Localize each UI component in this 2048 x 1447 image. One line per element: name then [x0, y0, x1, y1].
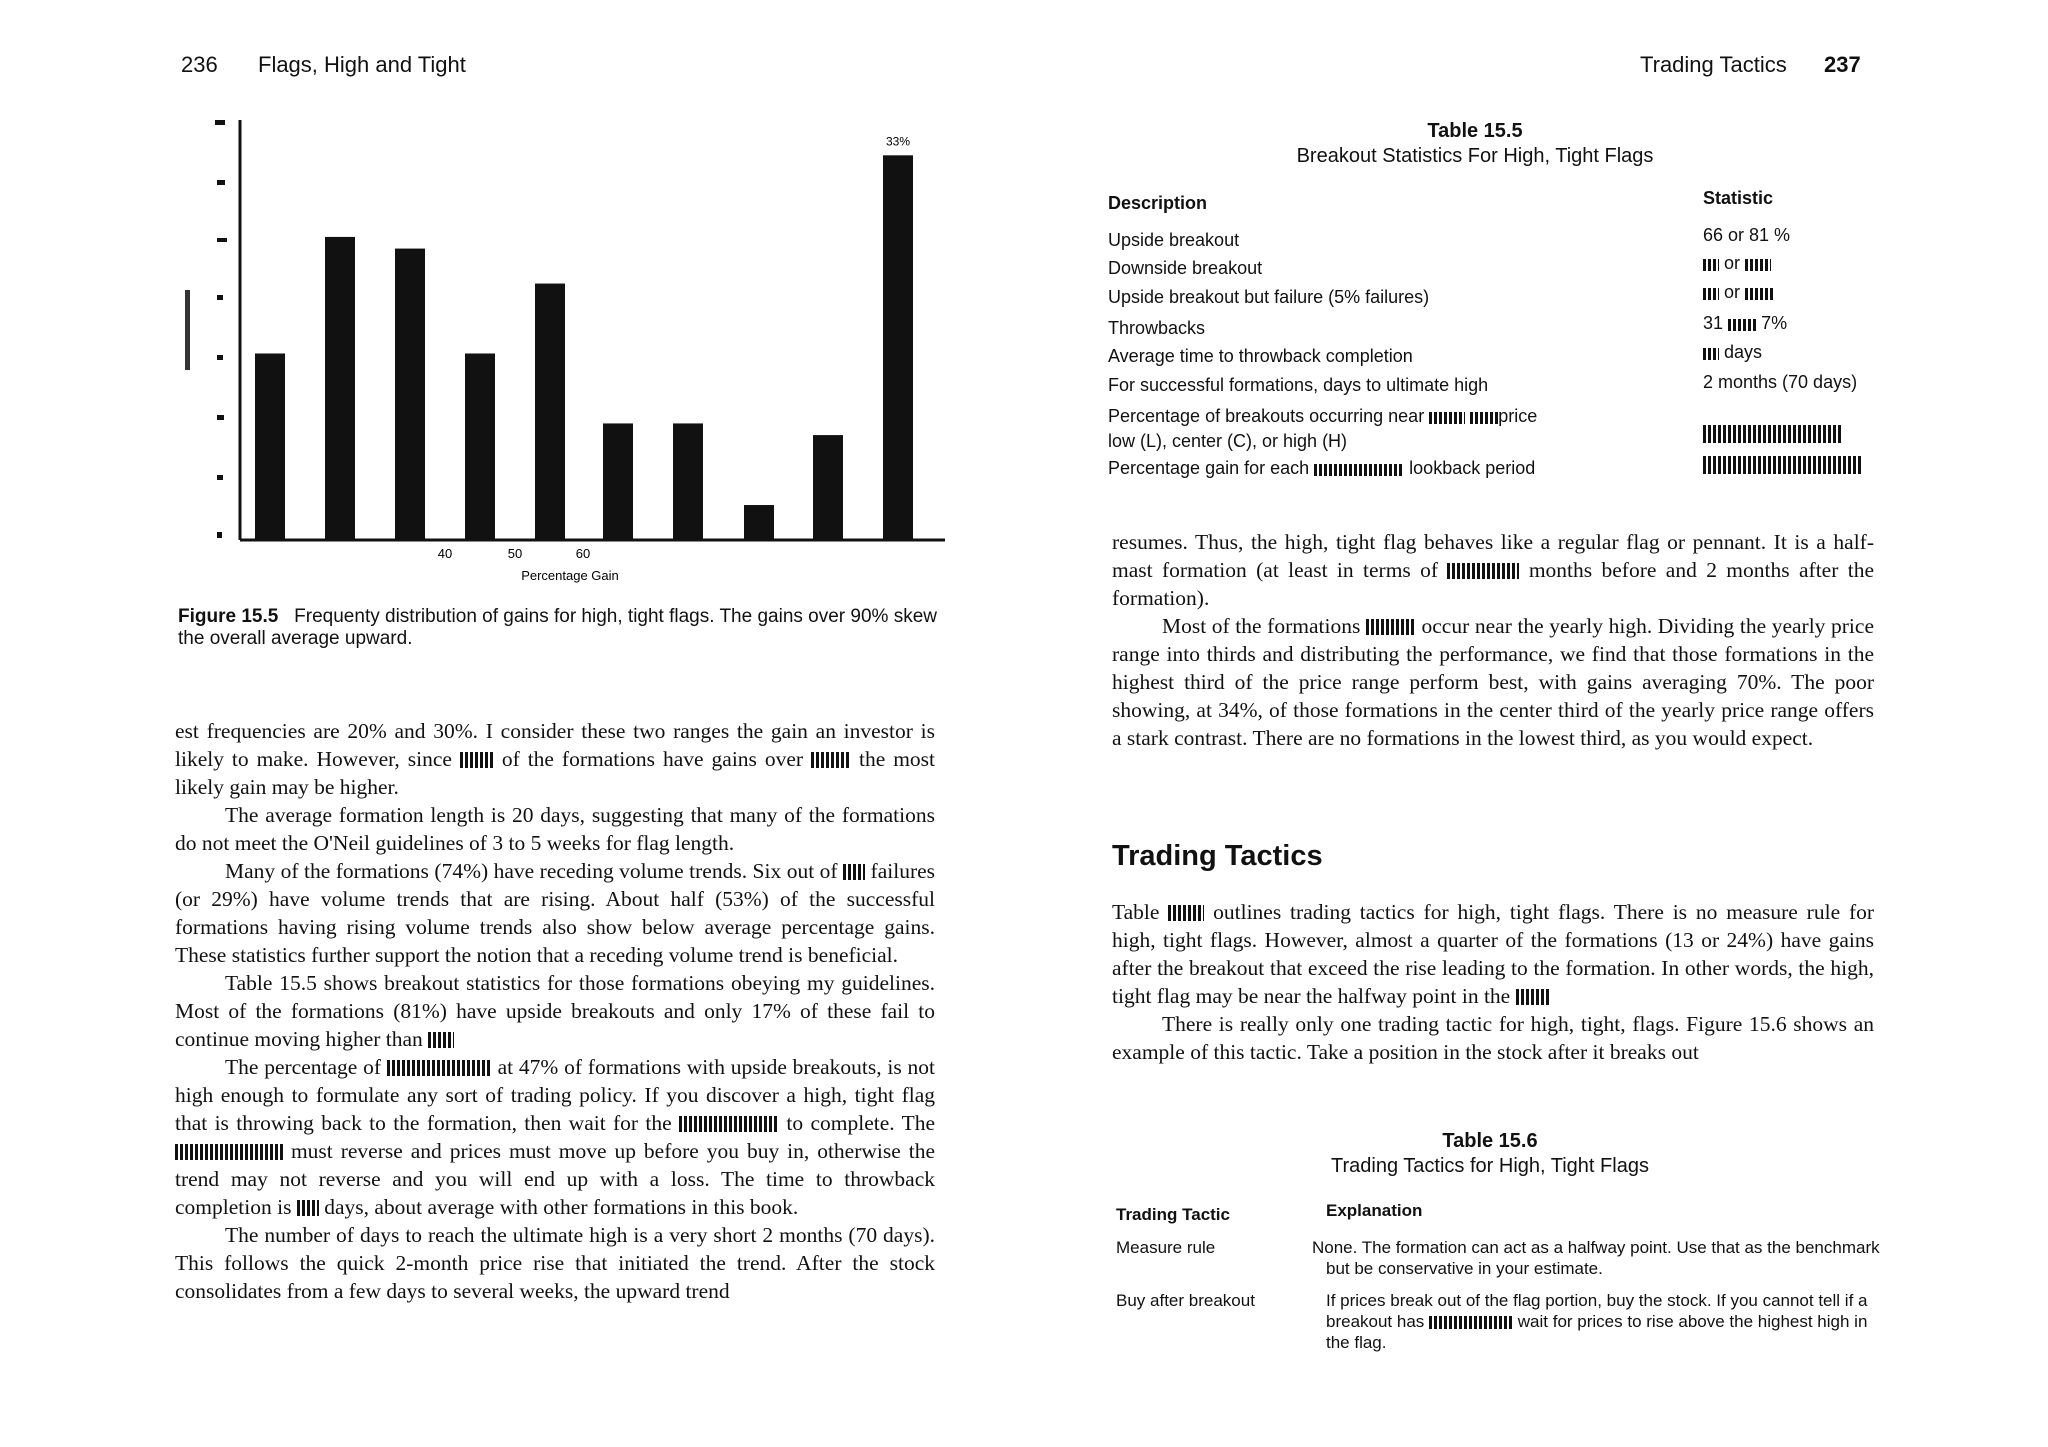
table-row-description: For successful formations, days to ultimate high — [1108, 375, 1489, 395]
table-cell-text: or — [1724, 253, 1741, 273]
table-row-statistic — [1703, 253, 1771, 274]
x-tick-label: 60 — [575, 546, 591, 561]
table-15-6-title: Trading Tactics for High, Tight Flags — [1331, 1155, 1649, 1177]
table-row-description: Upside breakout — [1108, 230, 1240, 250]
smudged-word — [1470, 412, 1498, 424]
table-15-5-heading — [1270, 120, 1680, 168]
table-row-description — [1108, 458, 1535, 479]
table-row-statistic: 66 or 81 % — [1703, 225, 1791, 245]
smudged-number — [1703, 259, 1719, 271]
left-p2: The average formation length is 20 days, suggesting that many of the formations do not meet the O'Neil guidelines of 3 to 5 weeks for flag length. — [175, 803, 935, 855]
smudged-number — [1745, 259, 1771, 271]
chart-bar — [325, 237, 355, 540]
smudged-word — [1516, 989, 1550, 1005]
col-header-trading-tactic: Trading Tactic — [1116, 1205, 1230, 1224]
figure-caption — [178, 606, 948, 650]
y-axis-smudge-marks — [185, 120, 227, 538]
smudged-number — [1703, 456, 1863, 474]
table-15-5-label: Table 15.5 — [1427, 120, 1523, 142]
left-p6: The number of days to reach the ultimate high is a very short 2 months (70 days). This follows the quick 2-month price rise that initiated the trend. After the stock consolidates from a few days to several weeks, the upward trend — [175, 1223, 935, 1303]
smudged-number — [843, 864, 865, 880]
col-header-description: Description — [1108, 193, 1208, 213]
table-cell-text: 31 — [1703, 313, 1724, 333]
table-row-tactic: Buy after breakout — [1116, 1291, 1255, 1310]
gain-frequency-chart — [175, 110, 955, 600]
smudged-number — [811, 752, 851, 768]
table-cell-text: days — [1724, 342, 1763, 362]
table-cell-text: lookback period — [1409, 458, 1536, 478]
left-p1-a: est frequencies are 20% and 30%. I consider these two ranges the gain an investor is likely to make. However, since — [175, 719, 935, 771]
smudged-word — [679, 1116, 779, 1132]
table-row-statistic — [1703, 313, 1787, 334]
table-row-tactic: Measure rule — [1116, 1238, 1216, 1257]
right-p1-a: resumes. Thus, the high, tight flag behaves like a regular flag or pennant. It is a half-mast formation (at least in terms of — [1112, 530, 1874, 582]
table-cell-text: or — [1724, 282, 1741, 302]
left-body-text — [175, 717, 935, 1305]
left-running-head: Flags, High and Tight — [258, 52, 466, 77]
bar-data-label: 33% — [885, 134, 911, 149]
left-page-number: 236 — [181, 52, 218, 77]
table-row-explanation: None. The formation can act as a halfway point. Use that as the benchmark but be conservative in your estimate. — [1312, 1238, 1880, 1278]
smudged-number — [460, 752, 494, 768]
right-p2-b: occur near the yearly high. Dividing the yearly price range into thirds and distributing the performance, we find that those formations in the highest third of the price range perform best, with gains averaging 70%. The poor showing, at 34%, of those formations in the center third of the yearly price range offers a stark contrast. There are no formations in the lowest third, as you would expect. — [1112, 614, 1874, 750]
right-running-head: Trading Tactics — [1640, 52, 1787, 77]
chart-bar — [395, 249, 425, 540]
smudged-number — [428, 1032, 454, 1048]
table-15-5-title: Breakout Statistics For High, Tight Flags — [1296, 145, 1654, 167]
left-p5-c: to complete. The — [786, 1111, 936, 1135]
smudged-number — [1728, 319, 1756, 331]
right-p3-a: Table — [1112, 900, 1160, 924]
col-header-explanation: Explanation — [1326, 1201, 1423, 1220]
smudged-word — [1429, 1316, 1513, 1329]
smudged-number — [1366, 619, 1416, 635]
table-cell-text: Percentage of breakouts occurring near — [1108, 406, 1425, 426]
smudged-number — [1745, 288, 1773, 300]
table-row-description — [1108, 404, 1537, 454]
left-p3-b: failures (or 29%) have volume trends that are rising. About half (53%) of the successful formations having rising volume trends also show below average percentage gains. These statistics further support the notion that a receding volume trend is beneficial. — [175, 859, 936, 967]
smudged-number — [1703, 348, 1719, 360]
table-15-6-heading — [1290, 1130, 1690, 1178]
chart-bar — [603, 423, 633, 540]
right-p1-b: months before and 2 months after the formation). — [1112, 558, 1875, 610]
x-tick-label: 50 — [507, 546, 523, 561]
table-row-description: Downside breakout — [1108, 258, 1263, 278]
table-row-description: Upside breakout but failure (5% failures) — [1108, 287, 1430, 307]
smudged-number — [1168, 905, 1204, 921]
left-p1-c: the most likely gain may be higher. — [175, 747, 936, 799]
left-p1-b: of the formations have gains over — [501, 747, 804, 771]
left-p5-e: days, about average with other formations in this book. — [324, 1195, 799, 1219]
table-15-6-label: Table 15.6 — [1442, 1130, 1538, 1152]
table-row-statistic — [1703, 425, 1843, 446]
table-cell-text: price — [1498, 406, 1538, 426]
chart-bar — [255, 353, 285, 540]
table-cell-text: Percentage gain for each — [1108, 458, 1310, 478]
left-p4-a: Table 15.5 shows breakout statistics for those formations obeying my guidelines. Most of the formations (81%) have upside breakouts and only 17% of these fail to continue moving higher than — [175, 971, 935, 1051]
chart-bar — [673, 423, 703, 540]
section-heading: Trading Tactics — [1112, 840, 1323, 872]
col-header-statistic: Statistic — [1703, 188, 1774, 208]
chart-bar — [883, 155, 913, 540]
right-p4: There is really only one trading tactic for high, tight, flags. Figure 15.6 shows an example of this tactic. Take a position in the stock after it breaks out — [1112, 1012, 1874, 1064]
smudged-word — [1429, 412, 1465, 424]
smudged-number — [1703, 425, 1843, 443]
table-cell-text: wait for prices to rise above the highest high in the flag. — [1326, 1312, 1868, 1352]
right-p3-b: outlines trading tactics for high, tight flags. There is no measure rule for high, tight flags. However, almost a quarter of the formations (13 or 24%) have gains after the breakout that exceed the rise leading to the formation. In other words, the high, tight flag may be near the halfway point in the — [1112, 900, 1875, 1008]
smudged-number — [1447, 563, 1519, 579]
table-row-statistic — [1703, 342, 1762, 363]
chart-bar — [535, 284, 565, 540]
figure-caption-text: Frequenty distribution of gains for high, tight flags. The gains over 90% skew the overall average upward. — [178, 606, 938, 649]
table-row-explanation — [1326, 1290, 1886, 1353]
figure-caption-label: Figure 15.5 — [178, 606, 279, 627]
ticks-layer — [438, 546, 590, 561]
right-page-number: 237 — [1824, 52, 1861, 77]
bars-layer — [255, 134, 913, 540]
smudged-word — [175, 1144, 283, 1160]
chart-bar — [744, 505, 774, 540]
table-cell-text: low (L), center (C), or high (H) — [1108, 431, 1348, 451]
table-row-statistic: 2 months (70 days) — [1703, 372, 1858, 392]
table-row-statistic — [1703, 282, 1773, 303]
x-axis-label: Percentage Gain — [521, 568, 619, 583]
left-p5-a: The percentage of — [225, 1055, 382, 1079]
right-p2-a: Most of the formations — [1162, 614, 1361, 638]
left-p5-d: must reverse and prices must move up before you buy in, otherwise the trend may not reverse and you will end up with a loss. The time to throwback completion is — [175, 1139, 935, 1219]
chart-bar — [465, 353, 495, 540]
x-tick-label: 40 — [437, 546, 453, 561]
table-cell-text: 7% — [1761, 313, 1788, 333]
table-cell-text: If prices break out of the flag portion, buy the stock. If you cannot tell if a breakout has — [1326, 1291, 1868, 1331]
right-body-text-top — [1112, 528, 1874, 752]
smudged-word — [387, 1060, 492, 1076]
table-row-description: Throwbacks — [1108, 318, 1206, 338]
smudged-number — [1703, 288, 1719, 300]
smudged-word — [1314, 464, 1404, 476]
left-p3-a: Many of the formations (74%) have receding volume trends. Six out of — [225, 859, 838, 883]
table-row-statistic — [1703, 456, 1863, 477]
smudged-number — [297, 1200, 319, 1216]
right-body-text-bottom — [1112, 898, 1874, 1066]
table-row-description: Average time to throwback completion — [1108, 346, 1413, 366]
chart-bar — [813, 435, 843, 540]
left-p5-b: at 47% of formations with upside breakouts, is not high enough to formulate any sort of trading policy. If you discover a high, tight flag that is throwing back to the formation, then wait for the — [175, 1055, 936, 1135]
